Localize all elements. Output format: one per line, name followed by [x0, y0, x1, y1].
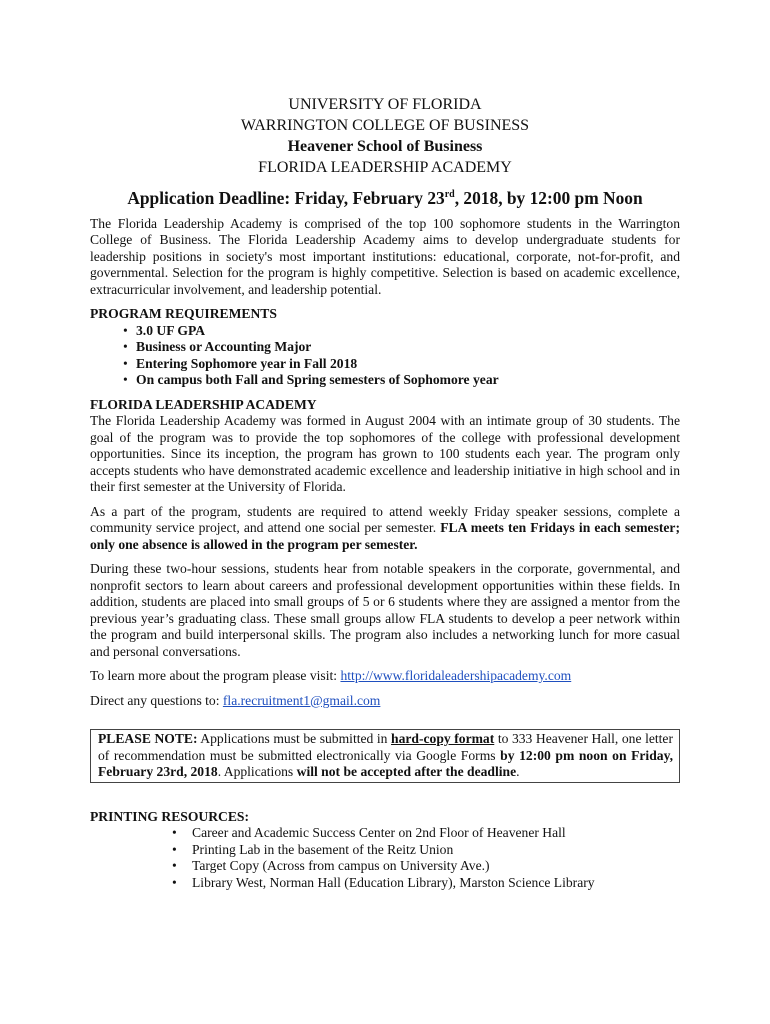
deadline-suffix: , 2018, by 12:00 pm Noon [454, 188, 643, 208]
note-warning: will not be accepted after the deadline [296, 764, 517, 779]
questions-line [90, 693, 680, 710]
header-college: WARRINGTON COLLEGE OF BUSINESS [240, 117, 530, 134]
learn-more-line [90, 668, 680, 685]
note-deadline: by 12:00 pm noon on Friday, February 23rd, 2018 [98, 747, 674, 779]
document-header [90, 94, 680, 178]
requirements-list [90, 323, 680, 389]
intro-paragraph: The Florida Leadership Academy is comprised of the top 100 sophomore students in the Warrington College of Business. The Florida Leadership Academy aims to develop undergraduate students for leadership positions in society's most important institutions: educational, corporate, not-for-profit, and governmental. Selection for the program is highly competitive. Selection is based on academic excellence, extracurricular involvement, and leadership potential. [90, 215, 680, 297]
requirement-item: • Entering Sophomore year in Fall 2018 [90, 356, 680, 373]
website-link[interactable]: http://www.floridaleadershipacademy.com [340, 668, 572, 683]
header-school: Heavener School of Business [287, 138, 483, 155]
note-text-2: to 333 Heavener Hall, one letter of recommendation must be submitted electronically via Google Forms [98, 731, 673, 763]
header-university: UNIVERSITY OF FLORIDA [288, 96, 482, 113]
note-text-3: . Applications [217, 764, 297, 779]
academy-paragraph-1: The Florida Leadership Academy was formed in August 2004 with an intimate group of 30 students. The goal of the program was to provide the top sophomores of the college with professional development opportunities. Since its inception, the program has grown to 100 students each year. The program only accepts students who have demonstrated academic excellence and leadership initiative in high school and in their first semester at the University of Florida. [90, 413, 680, 494]
document-content [90, 94, 680, 891]
header-academy: FLORIDA LEADERSHIP ACADEMY [258, 159, 512, 176]
academy-paragraph-2-text: As a part of the program, students are required to attend weekly Friday speaker sessions, complete a community service project, and attend one social per semester. [90, 503, 680, 535]
printing-item: • Target Copy (Across from campus on University Ave.) [90, 858, 680, 875]
requirements-title: PROGRAM REQUIREMENTS [90, 306, 277, 321]
academy-paragraph-3: During these two-hour sessions, students hear from notable speakers in the corporate, governmental, and nonprofit sectors to learn about careers and professional development opportunities within these fields. In addition, students are placed into small groups of 5 or 6 students where they are assigned a mentor from the previous year’s graduating class. These small groups allow FLA students to develop a peer network within the program and build interpersonal skills. The program also includes a networking lunch for more casual and personal conversations. [90, 561, 680, 659]
academy-title: FLORIDA LEADERSHIP ACADEMY [90, 396, 317, 412]
requirement-item: • 3.0 UF GPA [90, 323, 680, 340]
printing-item: • Printing Lab in the basement of the Reitz Union [90, 842, 680, 859]
printing-item: • Career and Academic Success Center on 2nd Floor of Heavener Hall [90, 825, 680, 842]
printing-item: • Library West, Norman Hall (Education Library), Marston Science Library [90, 875, 680, 892]
email-link[interactable]: fla.recruitment1@gmail.com [222, 692, 381, 708]
note-hardcopy: hard-copy format [391, 731, 495, 746]
academy-paragraph-2 [90, 504, 680, 554]
deadline-ordinal: rd [444, 189, 455, 201]
learn-more-label: To learn more about the program please visit: [90, 668, 341, 683]
printing-list [90, 825, 680, 891]
deadline-prefix: Application Deadline: Friday, February 23 [127, 188, 445, 208]
application-deadline [90, 190, 680, 207]
attendance-policy: FLA meets ten Fridays in each semester; only one absence is allowed in the program per semester. [90, 520, 680, 552]
requirement-item: • Business or Accounting Major [90, 339, 680, 356]
printing-title: PRINTING RESOURCES: [90, 808, 249, 824]
note-text-4: . [516, 764, 520, 779]
requirement-item: • On campus both Fall and Spring semesters of Sophomore year [90, 372, 680, 389]
note-text-1: Applications must be submitted in [197, 731, 392, 746]
note-label: PLEASE NOTE: [98, 731, 198, 746]
please-note-box [90, 729, 680, 783]
questions-label: Direct any questions to: [90, 692, 223, 708]
